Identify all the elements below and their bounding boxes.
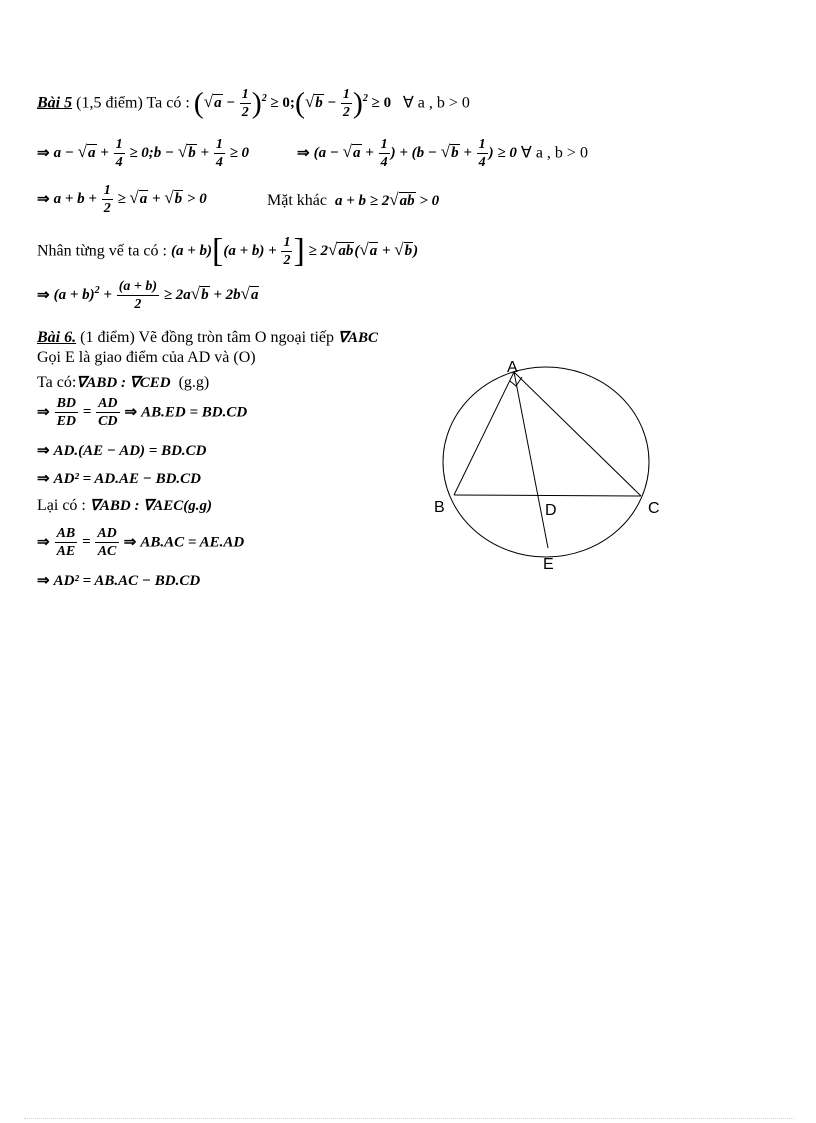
implies-symbol: ⇒ [297, 145, 310, 162]
triangle-abc: ∇ABC [338, 330, 379, 346]
bai5-product: (a + b)[(a + b) + $\frac{1}{2}$ ] ≥ 2√ab(√a + √b) [170, 233, 419, 270]
bai6-line3 [37, 373, 209, 392]
gg-note: (g.g) [178, 374, 210, 391]
implies-symbol: ⇒ [37, 443, 50, 459]
eq-ad-ae: AD.(AE − AD) = BD.CD [53, 443, 207, 459]
bai5-ineq2: a − √a + $\frac{1}{4}$ ≥ 0;b − √b + $\frac{1}{4}$ ≥ 0 [53, 137, 250, 170]
gg-note-2: (g.g) [183, 498, 213, 514]
ta-co-label: Ta có: [37, 374, 77, 391]
implies-symbol: ⇒ [37, 573, 50, 589]
ratio-bd-ed: $\frac{BD}{ED}$ = $\frac{AD}{CD}$ [56, 396, 118, 429]
implies-symbol: ⇒ [37, 191, 50, 208]
bai5-ineq1: (√a − $\frac{1}{2}$ )$^2$ ≥ 0;(√b − $\frac{1}{2}$ )$^2$ ≥ 0 [193, 87, 392, 120]
implies-symbol: ⇒ [37, 534, 50, 551]
bai6-line7 [37, 496, 212, 515]
label-b: B [434, 499, 445, 516]
implies-symbol: ⇒ [123, 534, 137, 551]
implies-symbol: ⇒ [37, 287, 50, 304]
bai6-line1 [37, 328, 378, 347]
eq-ab-ac: AB.AC = AE.AD [140, 534, 245, 551]
implies-symbol: ⇒ [37, 471, 50, 487]
forall-symbol: ∀ [402, 94, 414, 112]
label-d: D [545, 502, 557, 519]
segment-bc [454, 495, 641, 496]
bai5-result: $(a + b)^2$ + $\frac{(a + b)}{2}$ ≥ 2a√b + 2b√a [53, 279, 259, 312]
eq-ad-squared-2: AD² = AB.AC − BD.CD [53, 573, 201, 589]
page-bottom-divider [24, 1118, 794, 1119]
label-e: E [543, 556, 554, 573]
implies-symbol: ⇒ [37, 145, 50, 162]
ratio-ab-ae: $\frac{AB}{AE}$ = $\frac{AD}{AC}$ [56, 526, 117, 559]
bai5-cond-2: a , b > 0 [535, 144, 588, 162]
bai5-line3 [37, 184, 207, 216]
bai5-cond-1: a , b > 0 [417, 94, 470, 112]
label-c: C [648, 500, 660, 517]
bai5-line2 [37, 138, 249, 170]
am-gm-ineq: a + b ≥ 2√ab > 0 [334, 190, 440, 209]
bai6-line6 [37, 469, 201, 488]
eq-ad-squared-1: AD² = AD.AE − BD.CD [53, 471, 202, 487]
similar-abd-ced: ∇ABD : ∇CED [76, 375, 171, 391]
forall-symbol: ∀ [520, 144, 532, 162]
similar-abd-aec: ∇ABD : ∇AEC [89, 498, 184, 514]
circumcircle [443, 367, 649, 557]
bai6-line8 [37, 527, 244, 559]
bai5-matkhac [267, 190, 439, 210]
label-a: A [507, 359, 518, 376]
eq-ab-ed: AB.ED = BD.CD [141, 404, 248, 421]
bai6-line9 [37, 571, 200, 590]
segment-ae [514, 372, 548, 548]
segment-ac [514, 372, 641, 496]
bai6-line5 [37, 441, 207, 460]
bai5-ineq3: (a − √a + $\frac{1}{4}$ ) + (b − √b + $\frac{1}{4}$ ) ≥ 0 [313, 137, 517, 170]
bai6-intro: (1 điểm) Vẽ đồng tròn tâm O ngoại tiếp [76, 329, 334, 346]
geometry-figure [430, 355, 680, 580]
bai5-label: Bài 5 [37, 94, 73, 112]
bai5-points: (1,5 điểm) Ta có : [72, 94, 190, 112]
bai5-line2b [297, 138, 588, 170]
bai6-line4 [37, 397, 247, 429]
bai5-ineq4: a + b + $\frac{1}{2}$ ≥ √a + √b > 0 [53, 183, 207, 216]
bai6-label: Bài 6. [37, 329, 77, 346]
mat-khac-label: Mặt khác [267, 192, 327, 209]
bai6-line2: Gọi E là giao điểm của AD và (O) [37, 349, 256, 366]
lai-co-label: Lại có : [37, 497, 86, 514]
segment-ab [454, 372, 514, 495]
implies-symbol: ⇒ [124, 404, 138, 421]
bai5-line4 [37, 235, 418, 269]
bai5-line1 [37, 88, 470, 120]
bai5-line5 [37, 280, 259, 312]
implies-symbol: ⇒ [37, 404, 50, 421]
nhan-label: Nhân từng vế ta có : [37, 242, 167, 260]
